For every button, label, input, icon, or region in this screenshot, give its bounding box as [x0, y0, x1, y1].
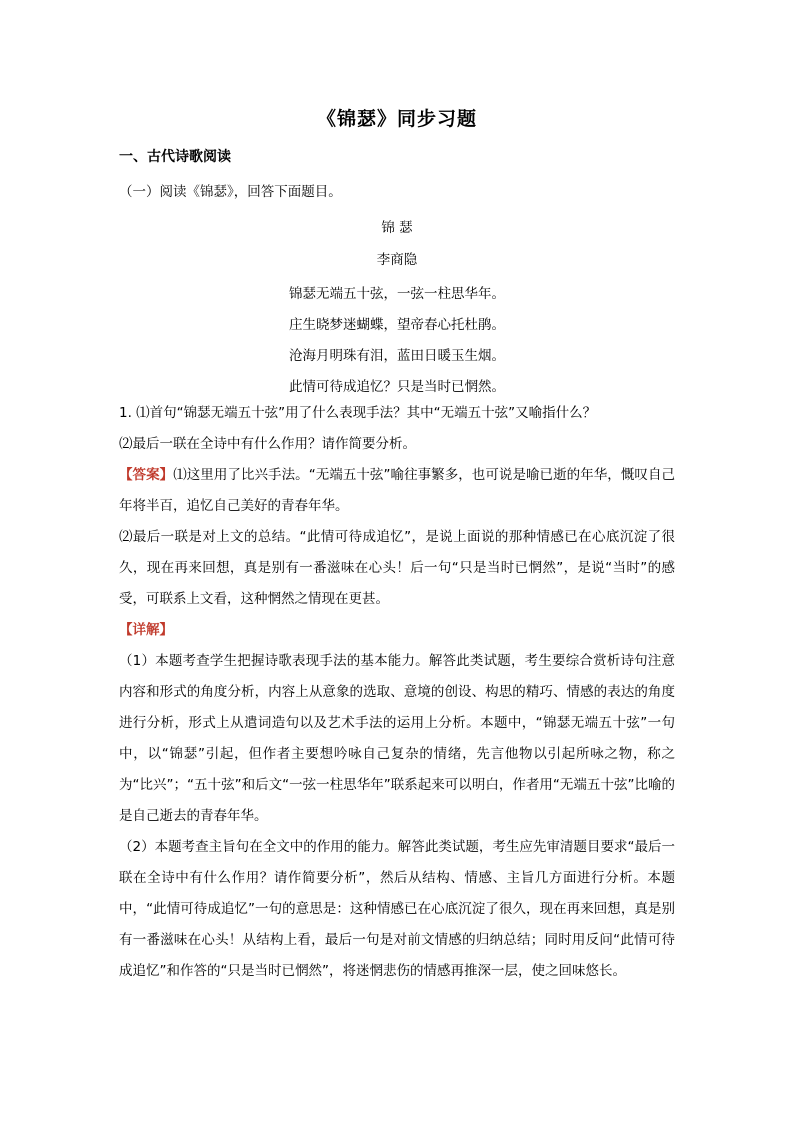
detail-paragraph-2: （2）本题考查主旨句在全文中的作用的能力。解答此类试题，考生应先审清题目要求“最后一联在全诗中有什么作用？请作简要分析”，然后从结构、情感、主旨几方面进行分析。本题中，“此情可待成追忆”一句的意思是：这种情感已在心底沉淀了很久，现在再来回想，真是别有一番滋味在心头！从结构上看，最后一句是对前文情感的归纳总结；同时用反问“此情可待成追忆”和作答的“只是当时已惘然”，将迷惘悲伤的情感再推深一层，使之回味悠长。: [119, 839, 675, 979]
poem-line: 锦瑟无端五十弦，一弦一柱思华年。: [289, 286, 505, 302]
poem-author: 李商隐: [376, 252, 418, 268]
reading-instruction: （一）阅读《锦瑟》，回答下面题目。: [119, 184, 342, 200]
answer-label: 【答案】: [119, 467, 174, 483]
question-2: ⑵最后一联在全诗中有什么作用？请作简要分析。: [119, 436, 416, 452]
answer-paragraph-1: [119, 460, 675, 522]
answer-paragraph-2: ⑵最后一联是对上文的总结。“此情可待成追忆”，是说上面说的那种情感已在心底沉淀了很久，现在再来回想，真是别有一番滋味在心头！后一句“只是当时已惘然”，是说“当时”的感受，可联系上文看，这种惘然之情现在更甚。: [119, 529, 675, 607]
document-title: 《锦瑟》同步习题: [316, 108, 477, 130]
poem-line: 庄生晓梦迷蝴蝶，望帝春心托杜鹃。: [289, 317, 505, 333]
poem-line: 沧海月明珠有泪，蓝田日暖玉生烟。: [289, 348, 505, 364]
detail-label: 【详解】: [119, 622, 173, 638]
poem-line: 此情可待成追忆？只是当时已惘然。: [289, 379, 505, 395]
answer-text-1: ⑴这里用了比兴手法。“无端五十弦”喻往事繁多，也可说是喻已逝的年华，慨叹自己年将半百，追忆自己美好的青春年华。: [119, 467, 675, 514]
question-1: 1. ⑴首句“锦瑟无端五十弦”用了什么表现手法？其中“无端五十弦”又喻指什么？: [119, 405, 597, 421]
poem-title: 锦 瑟: [381, 220, 413, 236]
section-heading: 一、古代诗歌阅读: [119, 149, 231, 165]
detail-paragraph-1: （1）本题考查学生把握诗歌表现手法的基本能力。解答此类试题，考生要综合赏析诗句注意内容和形式的角度分析，内容上从意象的选取、意境的创设、构思的精巧、情感的表达的角度进行分析，形式上从遣词造句以及艺术手法的运用上分析。本题中，“锦瑟无端五十弦”一句中，以“锦瑟”引起，但作者主要想吟咏自己复杂的情绪，先言他物以引起所咏之物，称之为“比兴”；“五十弦”和后文“一弦一柱思华年”联系起来可以明白，作者用“无端五十弦”比喻的是自己逝去的青春年华。: [119, 653, 675, 824]
